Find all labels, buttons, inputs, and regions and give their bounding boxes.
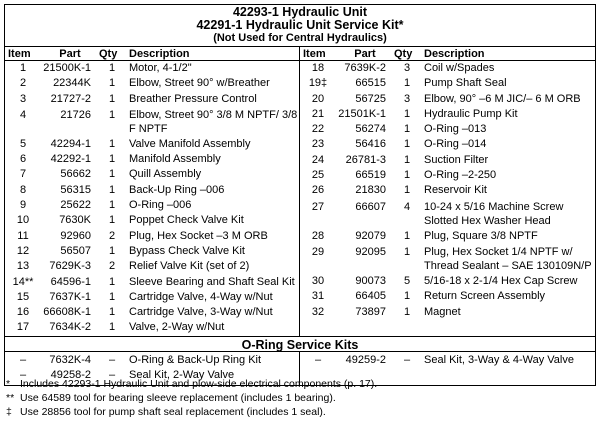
table-row bbox=[5, 229, 299, 244]
cell-item: 25 bbox=[311, 169, 325, 182]
table-row bbox=[5, 61, 299, 76]
cell-qty: 1 bbox=[403, 77, 411, 90]
cell-description: Relief Valve Kit (set of 2) bbox=[129, 260, 250, 273]
cell-part: 7634K-2 bbox=[49, 321, 91, 334]
cell-description: Plug, Hex Socket 1/4 NPTF w/ Thread Sealant – SAE 130109N/P bbox=[424, 245, 592, 272]
table-row bbox=[300, 183, 595, 198]
cell-description: 10-24 x 5/16 Machine Screw Slotted Hex Washer Head bbox=[424, 200, 564, 227]
cell-description: Elbow, Street 90° w/Breather bbox=[129, 77, 270, 90]
cell-qty: 2 bbox=[108, 260, 116, 273]
cell-item: 7 bbox=[19, 168, 27, 181]
cell-item: 22 bbox=[311, 123, 325, 136]
cell-qty: 1 bbox=[108, 77, 116, 90]
cell-part: 56416 bbox=[355, 138, 386, 151]
header-part: Part bbox=[59, 48, 81, 60]
header-item: Item bbox=[8, 48, 31, 60]
cell-part: 49258-2 bbox=[50, 369, 91, 382]
cell-description: O-Ring –014 bbox=[424, 138, 487, 151]
cell-qty: 1 bbox=[403, 184, 411, 197]
cell-part: 25622 bbox=[60, 199, 91, 212]
cell-part: 56507 bbox=[60, 244, 91, 257]
table-row bbox=[5, 305, 299, 320]
cell-item: 17 bbox=[16, 321, 30, 334]
cell-description: O-Ring –006 bbox=[129, 199, 192, 212]
cell-item: 21 bbox=[311, 107, 325, 120]
cell-item: 23 bbox=[311, 138, 325, 151]
cell-description: Seal Kit, 3-Way & 4-Way Valve bbox=[424, 353, 574, 366]
cell-qty: 1 bbox=[108, 183, 116, 196]
table-header bbox=[5, 47, 299, 61]
table-row bbox=[300, 289, 595, 304]
cell-part: 21501K-1 bbox=[338, 107, 386, 120]
table-row bbox=[5, 76, 299, 91]
table-row bbox=[300, 153, 595, 168]
table-row bbox=[5, 152, 299, 167]
cell-part: 26781-3 bbox=[345, 153, 386, 166]
cell-description: Plug, Hex Socket –3 M ORB bbox=[129, 229, 268, 242]
header-part: Part bbox=[354, 48, 376, 60]
cell-item: 29 bbox=[311, 245, 325, 258]
footnote bbox=[6, 391, 596, 405]
cell-description: Breather Pressure Control bbox=[129, 92, 257, 105]
cell-qty: 1 bbox=[108, 275, 116, 288]
cell-item: 28 bbox=[311, 229, 325, 242]
cell-qty: 1 bbox=[403, 305, 411, 318]
table-row bbox=[5, 107, 299, 137]
cell-qty: 1 bbox=[108, 306, 116, 319]
cell-description: Elbow, 90° –6 M JIC/– 6 M ORB bbox=[424, 92, 581, 105]
table-header bbox=[300, 47, 595, 61]
cell-description: Seal Kit, 2-Way Valve bbox=[129, 369, 235, 382]
cell-description: O-Ring –2-250 bbox=[424, 169, 497, 182]
cell-item: 11 bbox=[17, 229, 29, 242]
cell-item: – bbox=[19, 353, 27, 366]
table-row bbox=[300, 274, 595, 289]
cell-part: 42294-1 bbox=[50, 137, 91, 150]
cell-qty: 1 bbox=[108, 168, 116, 181]
footnotes bbox=[6, 377, 596, 419]
cell-description: Cartridge Valve, 3-Way w/Nut bbox=[129, 306, 273, 319]
table-row bbox=[300, 92, 595, 107]
cell-description: Valve, 2-Way w/Nut bbox=[129, 321, 225, 334]
cell-part: 92960 bbox=[60, 229, 91, 242]
cell-qty: 2 bbox=[108, 229, 116, 242]
cell-description: O-Ring & Back-Up Ring Kit bbox=[129, 353, 262, 366]
cell-item: 20 bbox=[311, 92, 325, 105]
footnote bbox=[6, 405, 596, 419]
oring-section-title: O-Ring Service Kits bbox=[5, 336, 595, 352]
cell-qty: 1 bbox=[108, 290, 116, 303]
cell-qty: 1 bbox=[403, 123, 411, 136]
cell-item: 15 bbox=[16, 290, 30, 303]
cell-item: 10 bbox=[16, 214, 30, 227]
header-qty: Qty bbox=[99, 48, 118, 60]
parts-rows-right bbox=[300, 61, 595, 320]
cell-qty: 1 bbox=[403, 107, 411, 120]
cell-qty: 1 bbox=[108, 137, 116, 150]
cell-item: 24 bbox=[311, 153, 325, 166]
cell-part: 66519 bbox=[355, 169, 386, 182]
cell-part: 66515 bbox=[355, 77, 386, 90]
cell-description: Quill Assembly bbox=[129, 168, 202, 181]
cell-item: 9 bbox=[19, 199, 27, 212]
table-row bbox=[5, 353, 299, 368]
cell-description: Magnet bbox=[424, 305, 461, 318]
footnote-mark: ** bbox=[6, 392, 15, 404]
cell-item: 14** bbox=[12, 275, 34, 288]
cell-description: Motor, 4-1/2" bbox=[129, 62, 192, 74]
parts-rows-left bbox=[5, 61, 299, 336]
header-description: Description bbox=[129, 48, 190, 60]
table-row bbox=[5, 244, 299, 259]
cell-item: 18 bbox=[311, 62, 325, 74]
cell-qty: 1 bbox=[403, 229, 411, 242]
cell-description: Pump Shaft Seal bbox=[424, 77, 507, 90]
footnote bbox=[6, 377, 596, 391]
footnote-text: Use 28856 tool for pump shaft seal replacement (includes 1 seal). bbox=[20, 406, 326, 418]
cell-item: 30 bbox=[311, 274, 325, 287]
cell-part: 73897 bbox=[355, 305, 386, 318]
cell-item: 4 bbox=[19, 108, 27, 121]
cell-part: 56725 bbox=[355, 92, 386, 105]
cell-item: 32 bbox=[311, 305, 325, 318]
cell-qty: 1 bbox=[403, 138, 411, 151]
footnote-mark: ‡ bbox=[6, 406, 12, 418]
cell-part: 21830 bbox=[355, 184, 386, 197]
table-row bbox=[300, 353, 595, 368]
title-line-1: 42293-1 Hydraulic Unit bbox=[232, 5, 368, 19]
table-row bbox=[5, 167, 299, 182]
cell-qty: 3 bbox=[403, 92, 411, 105]
cell-qty: 3 bbox=[403, 62, 411, 74]
cell-description: Valve Manifold Assembly bbox=[129, 137, 251, 150]
title-line-3: (Not Used for Central Hydraulics) bbox=[213, 32, 387, 44]
cell-part: 92095 bbox=[355, 245, 386, 258]
cell-qty: 1 bbox=[108, 321, 116, 334]
cell-qty: 1 bbox=[108, 153, 116, 166]
cell-part: 64596-1 bbox=[50, 275, 91, 288]
table-row bbox=[300, 61, 595, 76]
cell-qty: 1 bbox=[108, 244, 116, 257]
cell-part: 90073 bbox=[355, 274, 386, 287]
cell-qty: – bbox=[108, 353, 116, 366]
cell-item: 5 bbox=[19, 137, 27, 150]
cell-item: 2 bbox=[19, 77, 27, 90]
footnote-text: Includes 42293-1 Hydraulic Unit and plow-side electrical components (p. 17). bbox=[20, 378, 378, 390]
cell-item: 26 bbox=[311, 184, 325, 197]
cell-description: Coil w/Spades bbox=[424, 62, 495, 74]
cell-description: Reservoir Kit bbox=[424, 184, 487, 197]
table-row bbox=[300, 76, 595, 91]
cell-part: 56315 bbox=[60, 183, 91, 196]
cell-part: 21727-2 bbox=[50, 92, 91, 105]
cell-item: 12 bbox=[16, 244, 30, 257]
table-row bbox=[300, 107, 595, 122]
cell-part: 56274 bbox=[355, 123, 386, 136]
cell-item: 13 bbox=[16, 260, 30, 273]
cell-part: 7629K-3 bbox=[49, 260, 91, 273]
cell-qty: 1 bbox=[108, 108, 116, 121]
cell-description: Poppet Check Valve Kit bbox=[129, 214, 244, 227]
cell-item: – bbox=[314, 353, 322, 366]
footnote-text: Use 64589 tool for bearing sleeve replacement (includes 1 bearing). bbox=[20, 392, 336, 404]
title-block bbox=[5, 5, 595, 46]
table-row bbox=[5, 320, 299, 335]
cell-item: 1 bbox=[19, 62, 27, 74]
cell-part: 49259-2 bbox=[345, 353, 386, 366]
cell-qty: 1 bbox=[108, 214, 116, 227]
cell-item: 19‡ bbox=[308, 77, 328, 90]
table-row bbox=[5, 290, 299, 305]
cell-description: Back-Up Ring –006 bbox=[129, 183, 225, 196]
cell-description: Bypass Check Valve Kit bbox=[129, 244, 245, 257]
cell-part: 21500K-1 bbox=[43, 62, 91, 74]
parts-table-left bbox=[5, 47, 300, 336]
table-row bbox=[5, 213, 299, 228]
cell-part: 22344K bbox=[53, 77, 91, 90]
title-line-2: 42291-1 Hydraulic Unit Service Kit* bbox=[196, 18, 404, 32]
cell-item: 31 bbox=[311, 290, 325, 303]
cell-part: 66608K-1 bbox=[43, 306, 91, 319]
cell-part: 92079 bbox=[355, 229, 386, 242]
table-row bbox=[300, 229, 595, 244]
cell-description: Elbow, Street 90° 3/8 M NPTF/ 3/8 F NPTF bbox=[129, 108, 298, 135]
cell-qty: 1 bbox=[403, 153, 411, 166]
cell-description: Cartridge Valve, 4-Way w/Nut bbox=[129, 290, 273, 303]
cell-part: 42292-1 bbox=[50, 153, 91, 166]
cell-qty: 1 bbox=[108, 62, 116, 74]
cell-qty: 1 bbox=[403, 245, 411, 258]
cell-item: 8 bbox=[19, 183, 27, 196]
cell-qty: 1 bbox=[403, 169, 411, 182]
footnote-mark: * bbox=[6, 378, 11, 390]
table-row bbox=[300, 305, 595, 320]
cell-description: Plug, Square 3/8 NPTF bbox=[424, 229, 538, 242]
table-row bbox=[300, 199, 595, 229]
cell-qty: 4 bbox=[403, 200, 411, 213]
header-description: Description bbox=[424, 48, 485, 60]
table-row bbox=[300, 137, 595, 152]
cell-qty: – bbox=[403, 353, 411, 366]
cell-item: – bbox=[19, 369, 27, 382]
cell-description: Sleeve Bearing and Shaft Seal Kit bbox=[129, 275, 295, 288]
cell-description: Manifold Assembly bbox=[129, 153, 221, 166]
cell-qty: 1 bbox=[108, 92, 116, 105]
cell-description: Return Screen Assembly bbox=[424, 290, 546, 303]
header-item: Item bbox=[303, 48, 326, 60]
parts-list-sheet bbox=[4, 4, 596, 386]
table-row bbox=[5, 92, 299, 107]
table-row bbox=[5, 259, 299, 274]
cell-description: Hydraulic Pump Kit bbox=[424, 107, 518, 120]
cell-part: 7632K-4 bbox=[49, 353, 91, 366]
cell-description: O-Ring –013 bbox=[424, 123, 487, 136]
cell-item: 6 bbox=[19, 153, 27, 166]
cell-part: 66405 bbox=[355, 290, 386, 303]
cell-qty: – bbox=[108, 369, 116, 382]
header-qty: Qty bbox=[394, 48, 413, 60]
cell-qty: 1 bbox=[403, 290, 411, 303]
cell-item: 16 bbox=[16, 306, 30, 319]
table-row bbox=[5, 198, 299, 213]
parts-table bbox=[5, 46, 595, 336]
cell-description: Suction Filter bbox=[424, 153, 489, 166]
table-row bbox=[5, 183, 299, 198]
cell-part: 21726 bbox=[60, 108, 91, 121]
table-row bbox=[5, 275, 299, 290]
cell-item: 3 bbox=[19, 92, 27, 105]
cell-part: 7637K-1 bbox=[49, 290, 91, 303]
cell-qty: 5 bbox=[403, 274, 411, 287]
cell-part: 7630K bbox=[59, 214, 91, 227]
table-row bbox=[300, 168, 595, 183]
table-row bbox=[5, 137, 299, 152]
table-row bbox=[300, 122, 595, 137]
cell-qty: 1 bbox=[108, 199, 116, 212]
cell-part: 56662 bbox=[60, 168, 91, 181]
cell-part: 66607 bbox=[355, 200, 386, 213]
parts-table-right bbox=[300, 47, 595, 336]
cell-part: 7639K-2 bbox=[344, 62, 386, 74]
cell-item: 27 bbox=[311, 200, 325, 213]
table-row bbox=[300, 244, 595, 274]
cell-description: 5/16-18 x 2-1/4 Hex Cap Screw bbox=[424, 274, 578, 287]
